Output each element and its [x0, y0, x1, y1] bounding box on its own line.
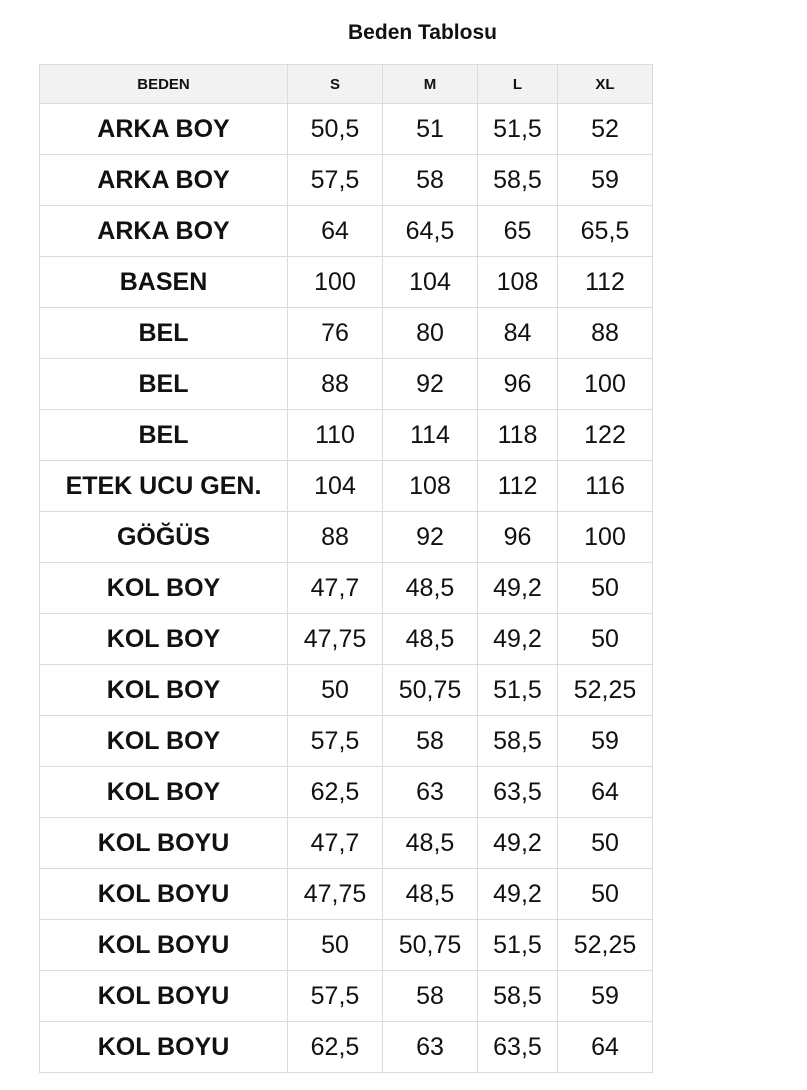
table-cell: 50,75: [383, 920, 478, 971]
table-cell: 51,5: [478, 665, 558, 716]
table-cell: 112: [478, 461, 558, 512]
table-header-row: [40, 65, 653, 104]
table-row: [40, 920, 653, 971]
table-cell: 58: [383, 971, 478, 1022]
table-cell: 59: [558, 716, 653, 767]
header-cell: XL: [558, 65, 653, 104]
table-cell: 49,2: [478, 614, 558, 665]
table-row: [40, 1022, 653, 1073]
row-label: KOL BOYU: [40, 920, 288, 971]
table-cell: 58: [383, 155, 478, 206]
table-cell: 50: [288, 920, 383, 971]
row-label: ARKA BOY: [40, 155, 288, 206]
table-cell: 58,5: [478, 716, 558, 767]
table-cell: 48,5: [383, 869, 478, 920]
header-cell: S: [288, 65, 383, 104]
table-row: [40, 716, 653, 767]
table-cell: 88: [558, 308, 653, 359]
table-cell: 64: [558, 1022, 653, 1073]
table-cell: 122: [558, 410, 653, 461]
row-label: KOL BOY: [40, 665, 288, 716]
row-label: BASEN: [40, 257, 288, 308]
table-row: [40, 461, 653, 512]
row-label: KOL BOYU: [40, 1022, 288, 1073]
table-row: [40, 563, 653, 614]
table-cell: 47,7: [288, 818, 383, 869]
row-label: ARKA BOY: [40, 206, 288, 257]
table-row: [40, 767, 653, 818]
table-cell: 84: [478, 308, 558, 359]
table-cell: 49,2: [478, 818, 558, 869]
table-row: [40, 614, 653, 665]
table-cell: 47,75: [288, 869, 383, 920]
table-row: [40, 818, 653, 869]
table-cell: 50: [288, 665, 383, 716]
table-cell: 65,5: [558, 206, 653, 257]
table-cell: 65: [478, 206, 558, 257]
table-cell: 57,5: [288, 971, 383, 1022]
table-cell: 64: [558, 767, 653, 818]
table-cell: 114: [383, 410, 478, 461]
row-label: KOL BOY: [40, 716, 288, 767]
table-row: [40, 971, 653, 1022]
table-cell: 50: [558, 818, 653, 869]
table-cell: 92: [383, 512, 478, 563]
table-cell: 63,5: [478, 1022, 558, 1073]
table-cell: 118: [478, 410, 558, 461]
table-cell: 108: [383, 461, 478, 512]
row-label: KOL BOY: [40, 614, 288, 665]
table-cell: 51,5: [478, 920, 558, 971]
table-cell: 59: [558, 155, 653, 206]
table-cell: 52,25: [558, 665, 653, 716]
table-cell: 58: [383, 716, 478, 767]
table-cell: 47,7: [288, 563, 383, 614]
table-cell: 49,2: [478, 563, 558, 614]
table-cell: 50: [558, 614, 653, 665]
table-cell: 76: [288, 308, 383, 359]
table-cell: 100: [558, 512, 653, 563]
header-cell: L: [478, 65, 558, 104]
table-row: [40, 155, 653, 206]
table-cell: 51,5: [478, 104, 558, 155]
table-cell: 47,75: [288, 614, 383, 665]
table-cell: 63,5: [478, 767, 558, 818]
table-row: [40, 359, 653, 410]
table-cell: 57,5: [288, 155, 383, 206]
header-cell: BEDEN: [40, 65, 288, 104]
table-cell: 50: [558, 869, 653, 920]
table-cell: 63: [383, 1022, 478, 1073]
table-cell: 58,5: [478, 155, 558, 206]
table-cell: 80: [383, 308, 478, 359]
table-cell: 96: [478, 359, 558, 410]
header-cell: M: [383, 65, 478, 104]
table-cell: 64: [288, 206, 383, 257]
table-cell: 50,75: [383, 665, 478, 716]
row-label: KOL BOYU: [40, 869, 288, 920]
table-row: [40, 104, 653, 155]
table-cell: 52: [558, 104, 653, 155]
table-cell: 96: [478, 512, 558, 563]
table-cell: 59: [558, 971, 653, 1022]
table-cell: 51: [383, 104, 478, 155]
table-cell: 49,2: [478, 869, 558, 920]
row-label: KOL BOYU: [40, 971, 288, 1022]
table-cell: 48,5: [383, 563, 478, 614]
table-cell: 64,5: [383, 206, 478, 257]
table-cell: 62,5: [288, 767, 383, 818]
table-cell: 50: [558, 563, 653, 614]
table-row: [40, 308, 653, 359]
table-row: [40, 410, 653, 461]
size-table: [39, 64, 653, 1073]
table-cell: 116: [558, 461, 653, 512]
row-label: ARKA BOY: [40, 104, 288, 155]
table-row: [40, 665, 653, 716]
table-cell: 92: [383, 359, 478, 410]
table-cell: 104: [288, 461, 383, 512]
table-cell: 58,5: [478, 971, 558, 1022]
row-label: BEL: [40, 308, 288, 359]
table-row: [40, 869, 653, 920]
row-label: KOL BOY: [40, 767, 288, 818]
table-cell: 112: [558, 257, 653, 308]
table-cell: 63: [383, 767, 478, 818]
table-cell: 88: [288, 512, 383, 563]
table-row: [40, 512, 653, 563]
row-label: BEL: [40, 410, 288, 461]
row-label: KOL BOY: [40, 563, 288, 614]
table-cell: 88: [288, 359, 383, 410]
page-title: Beden Tablosu: [348, 21, 497, 44]
table-row: [40, 257, 653, 308]
row-label: ETEK UCU GEN.: [40, 461, 288, 512]
table-cell: 104: [383, 257, 478, 308]
table-cell: 100: [288, 257, 383, 308]
table-cell: 52,25: [558, 920, 653, 971]
table-cell: 48,5: [383, 818, 478, 869]
table-row: [40, 206, 653, 257]
row-label: BEL: [40, 359, 288, 410]
table-cell: 100: [558, 359, 653, 410]
table-cell: 48,5: [383, 614, 478, 665]
row-label: GÖĞÜS: [40, 512, 288, 563]
table-cell: 108: [478, 257, 558, 308]
table-cell: 62,5: [288, 1022, 383, 1073]
table-cell: 50,5: [288, 104, 383, 155]
table-cell: 57,5: [288, 716, 383, 767]
row-label: KOL BOYU: [40, 818, 288, 869]
table-cell: 110: [288, 410, 383, 461]
